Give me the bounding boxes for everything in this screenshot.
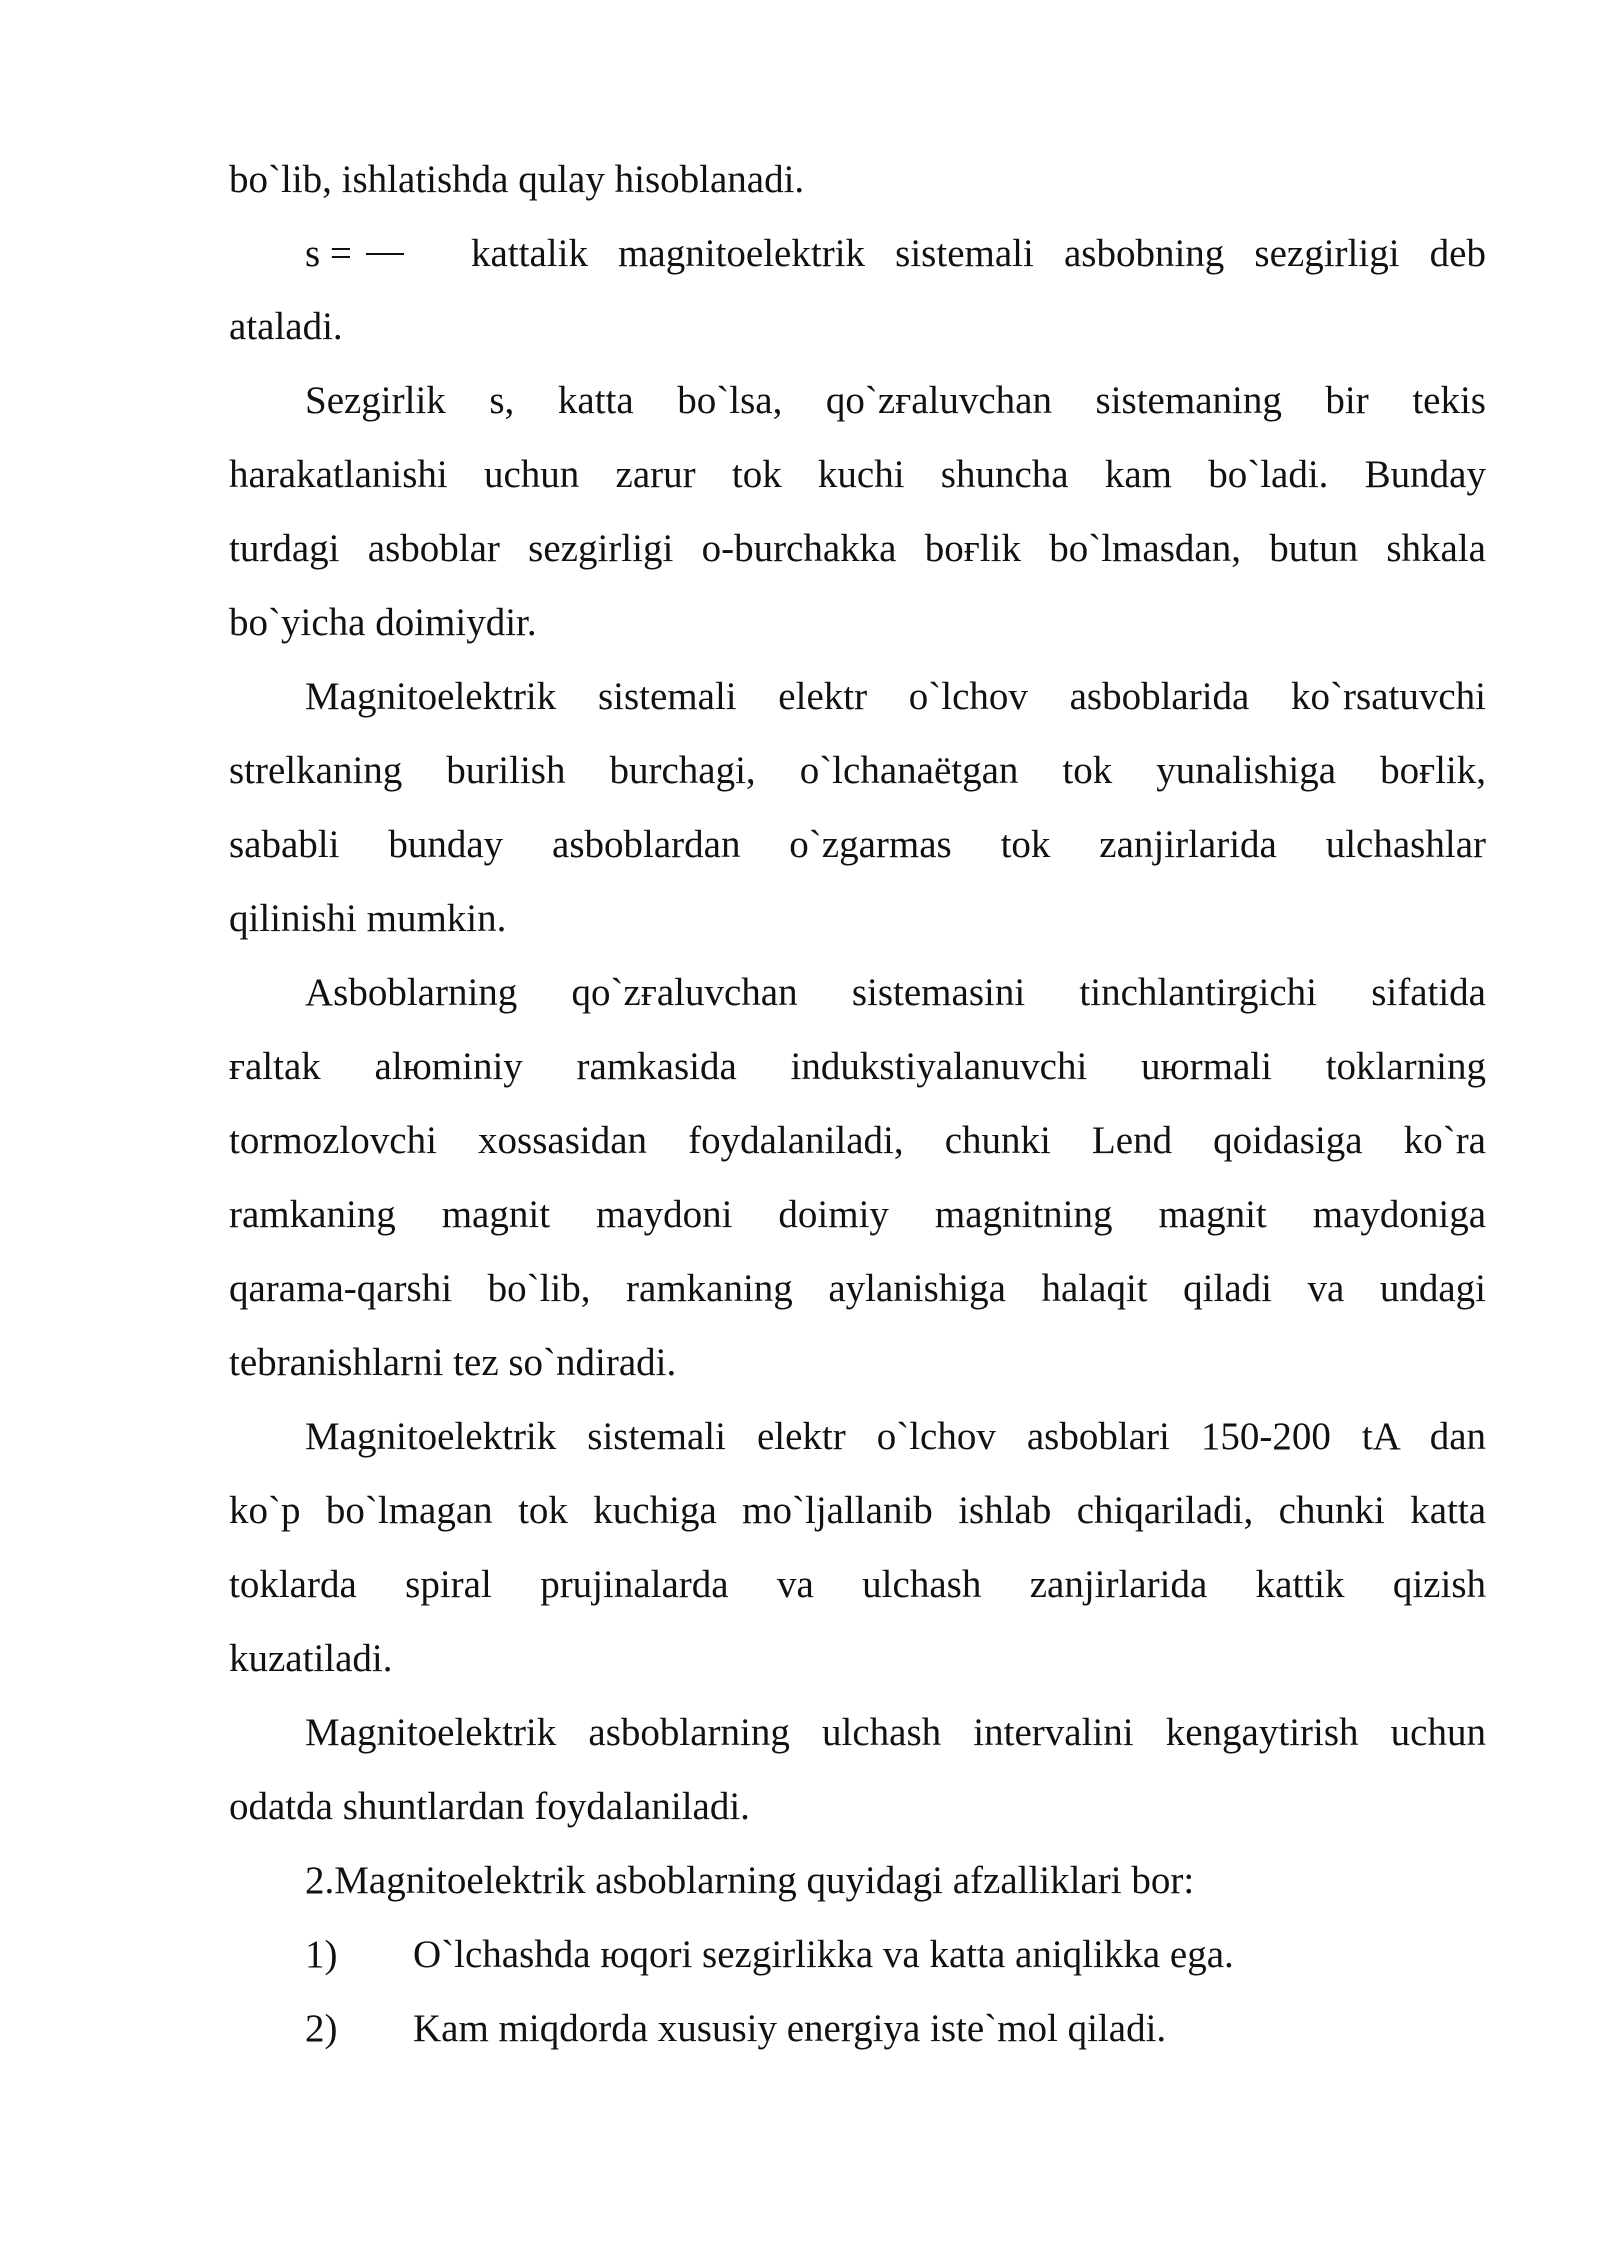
text-line: toklarda spiral prujinalarda va ulchash zanjirlarida kattik qizish (229, 1563, 1486, 1606)
list-item-text: O`lchashda юqori sezgirlikka va katta aniqlikka ega. (413, 1933, 1234, 1976)
paragraph-first-line: Asboblarning qo`zғaluvchan sistemasini tinchlantirgichi sifatida (305, 971, 1486, 1014)
text-line: tebranishlarni tez so`ndiradi. (229, 1341, 677, 1384)
fraction-bar (366, 253, 404, 255)
text-line: ғaltak alюminiy ramkasida indukstiyalanuvchi uюrmali toklarning (229, 1045, 1486, 1088)
text-line: tormozlovchi xossasidan foydalaniladi, chunki Lend qoidasiga ko`ra (229, 1119, 1486, 1162)
text-line: qarama-qarshi bo`lib, ramkaning aylanishiga halaqit qiladi va undagi (229, 1267, 1486, 1310)
formula-lhs: s = (305, 232, 352, 275)
text-line: bo`yicha doimiydir. (229, 601, 537, 644)
text-line: turdagi asboblar sezgirligi o-burchakka boғlik bo`lmasdan, butun shkala (229, 527, 1486, 570)
list-item-number: 1) (305, 1933, 338, 1976)
text-line: qilinishi mumkin. (229, 897, 507, 940)
paragraph-first-line: Magnitoelektrik sistemali elektr o`lchov asboblari 150-200 tA dan (305, 1415, 1486, 1458)
paragraph-first-line: Magnitoelektrik sistemali elektr o`lchov asboblarida ko`rsatuvchi (305, 675, 1486, 718)
text-line: ataladi. (229, 305, 343, 348)
paragraph-first-line: Sezgirlik s, katta bo`lsa, qo`zғaluvchan sistemaning bir tekis (305, 379, 1486, 422)
list-item-text: Kam miqdorda xususiy energiya iste`mol qiladi. (413, 2007, 1167, 2050)
text-line: kuzatiladi. (229, 1637, 393, 1680)
text-line: sababli bunday asboblardan o`zgarmas tok zanjirlarida ulchashlar (229, 823, 1486, 866)
text-line: ko`p bo`lmagan tok kuchiga mo`ljallanib ishlab chiqariladi, chunki katta (229, 1489, 1486, 1532)
paragraph-first-line: Magnitoelektrik asboblarning ulchash intervalini kengaytirish uchun (305, 1711, 1486, 1754)
text-line: bo`lib, ishlatishda qulay hisoblanadi. (229, 158, 805, 201)
formula-text: kattalik magnitoelektrik sistemali asbobning sezgirligi deb (471, 232, 1486, 275)
text-line: odatda shuntlardan foydalaniladi. (229, 1785, 750, 1828)
text-line: harakatlanishi uchun zarur tok kuchi shuncha kam bo`ladi. Bunday (229, 453, 1486, 496)
text-line: ramkaning magnit maydoni doimiy magnitning magnit maydoniga (229, 1193, 1486, 1236)
text-line: strelkaning burilish burchagi, o`lchanaёtgan tok yunalishiga boғlik, (229, 749, 1486, 792)
list-item-number: 2) (305, 2007, 338, 2050)
section-heading: 2.Magnitoelektrik asboblarning quyidagi afzalliklari bor: (305, 1859, 1195, 1902)
